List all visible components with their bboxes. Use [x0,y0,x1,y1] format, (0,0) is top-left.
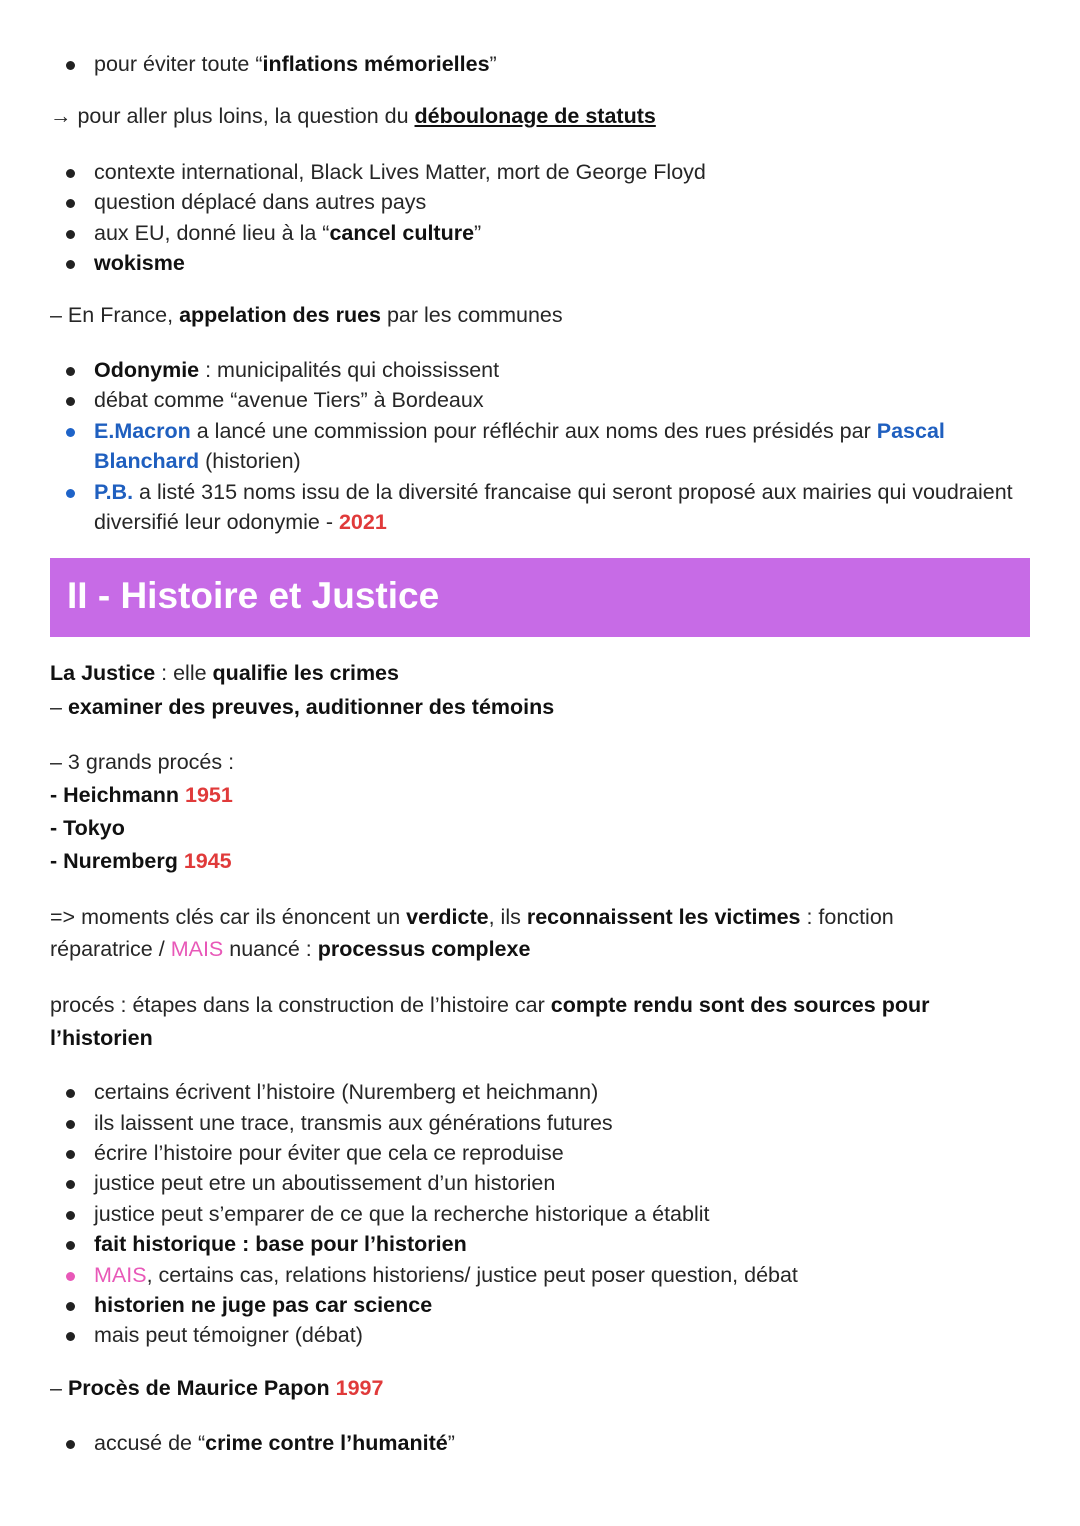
list-item: justice peut etre un aboutissement d’un historien [94,1168,555,1198]
list-item: E.Macron a lancé une commission pour réfléchir aux noms des rues présidés par Pascal Blanchard (historien) [94,416,1024,476]
justice-line: La Justice : elle qualifie les crimes [50,661,399,685]
list-item: certains écrivent l’histoire (Nuremberg et heichmann) [94,1077,598,1107]
trial-line: - Tokyo [50,816,125,840]
list-item: P.B. a listé 315 noms issu de la diversité francaise qui seront proposé aux mairies qui voudraient diversifié leur odonymie - 2021 [94,477,1024,537]
moments-line-2: réparatrice / MAIS nuancé : processus complexe [50,937,531,961]
bullet-icon [66,61,75,70]
bullet-icon [66,1211,75,1220]
moments-line: => moments clés car ils énoncent un verdicte, ils reconnaissent les victimes : fonction [50,905,894,929]
bullet-icon [66,1302,75,1311]
list-item: Odonymie : municipalités qui choississent [94,355,499,385]
bullet-icon [66,1241,75,1250]
list-item: ils laissent une trace, transmis aux générations futures [94,1108,613,1138]
bullet-icon [66,489,75,498]
list-item: mais peut témoigner (débat) [94,1320,363,1350]
bullet-icon [66,397,75,406]
list-item: aux EU, donné lieu à la “cancel culture” [94,218,481,248]
list-item: question déplacé dans autres pays [94,187,426,217]
trial-line: - Nuremberg 1945 [50,849,232,873]
list-item: fait historique : base pour l’historien [94,1229,467,1259]
trial-line: - Heichmann 1951 [50,783,233,807]
bullet-icon [66,199,75,208]
bullet-icon [66,367,75,376]
list-item: wokisme [94,248,185,278]
bullet-icon [66,1440,75,1449]
list-item: historien ne juge pas car science [94,1290,432,1320]
bullet-icon [66,1332,75,1341]
bullet-icon [66,428,75,437]
proces-line: procés : étapes dans la construction de l’histoire car compte rendu sont des sources pour [50,993,930,1017]
bullet-icon [66,1089,75,1098]
bullet-icon [66,1272,75,1281]
list-item: écrire l’histoire pour éviter que cela ce reproduise [94,1138,564,1168]
proces-line-2: l’historien [50,1026,153,1050]
bullet-icon [66,230,75,239]
france-line: – En France, appelation des rues par les communes [50,303,563,327]
list-item: accusé de “crime contre l’humanité” [94,1428,455,1458]
section-title: II - Histoire et Justice [67,575,440,616]
list-item: justice peut s’emparer de ce que la recherche historique a établit [94,1199,710,1229]
section-banner [50,558,1030,637]
examine-line: – examiner des preuves, auditionner des témoins [50,695,555,719]
bullet-icon [66,260,75,269]
bullet-icon [66,169,75,178]
list-item: MAIS, certains cas, relations historiens/ justice peut poser question, débat [94,1260,798,1290]
bullet-icon [66,1120,75,1129]
bullet-icon [66,1180,75,1189]
bullet-icon [66,1150,75,1159]
arrow-line: → pour aller plus loins, la question du déboulonage de statuts [50,104,656,128]
papon-line: – Procès de Maurice Papon 1997 [50,1376,384,1400]
list-item: contexte international, Black Lives Matter, mort de George Floyd [94,157,706,187]
trials-intro: – 3 grands procés : [50,750,235,774]
list-item: débat comme “avenue Tiers” à Bordeaux [94,385,484,415]
list-item: pour éviter toute “inflations mémorielles” [94,49,497,79]
